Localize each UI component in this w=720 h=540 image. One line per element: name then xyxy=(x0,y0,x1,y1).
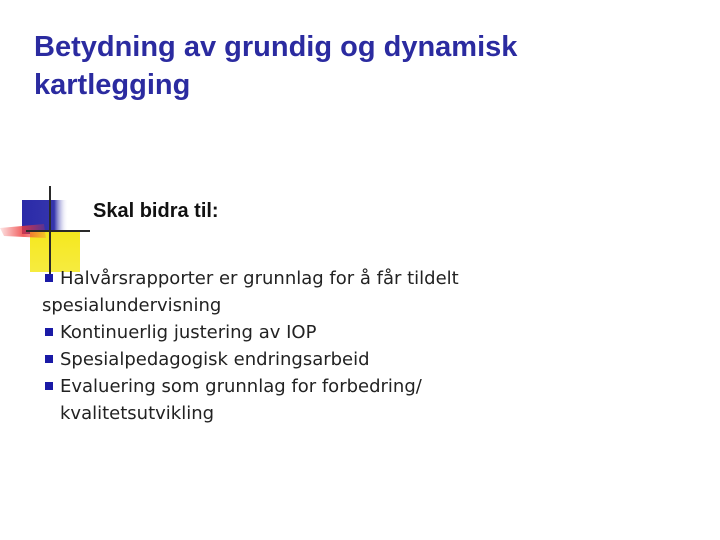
list-item xyxy=(42,265,682,292)
decorative-squares-graphic xyxy=(0,186,90,276)
square-bullet-icon xyxy=(45,328,53,336)
list-item-text: Evaluering som grunnlag for forbedring/ xyxy=(60,376,422,397)
list-item-continuation xyxy=(42,400,682,427)
deco-horizontal-line xyxy=(26,230,90,232)
square-bullet-icon xyxy=(45,355,53,363)
list-item-text: spesialundervisning xyxy=(42,295,222,316)
list-item-text: kvalitetsutvikling xyxy=(60,403,215,424)
list-item xyxy=(42,319,682,346)
list-item xyxy=(42,346,682,373)
list-item-text: Kontinuerlig justering av IOP xyxy=(60,322,317,343)
square-bullet-icon xyxy=(45,382,53,390)
list-item xyxy=(42,373,682,400)
list-item-continuation xyxy=(42,292,682,319)
list-item-text: Halvårsrapporter er grunnlag for å får tildelt xyxy=(60,268,459,289)
bullet-list xyxy=(42,265,682,427)
slide-title: Betydning av grundig og dynamisk kartlegging xyxy=(34,31,518,101)
subheading: Skal bidra til: xyxy=(93,200,219,222)
square-bullet-icon xyxy=(45,274,53,282)
list-item-text: Spesialpedagogisk endringsarbeid xyxy=(60,349,370,370)
